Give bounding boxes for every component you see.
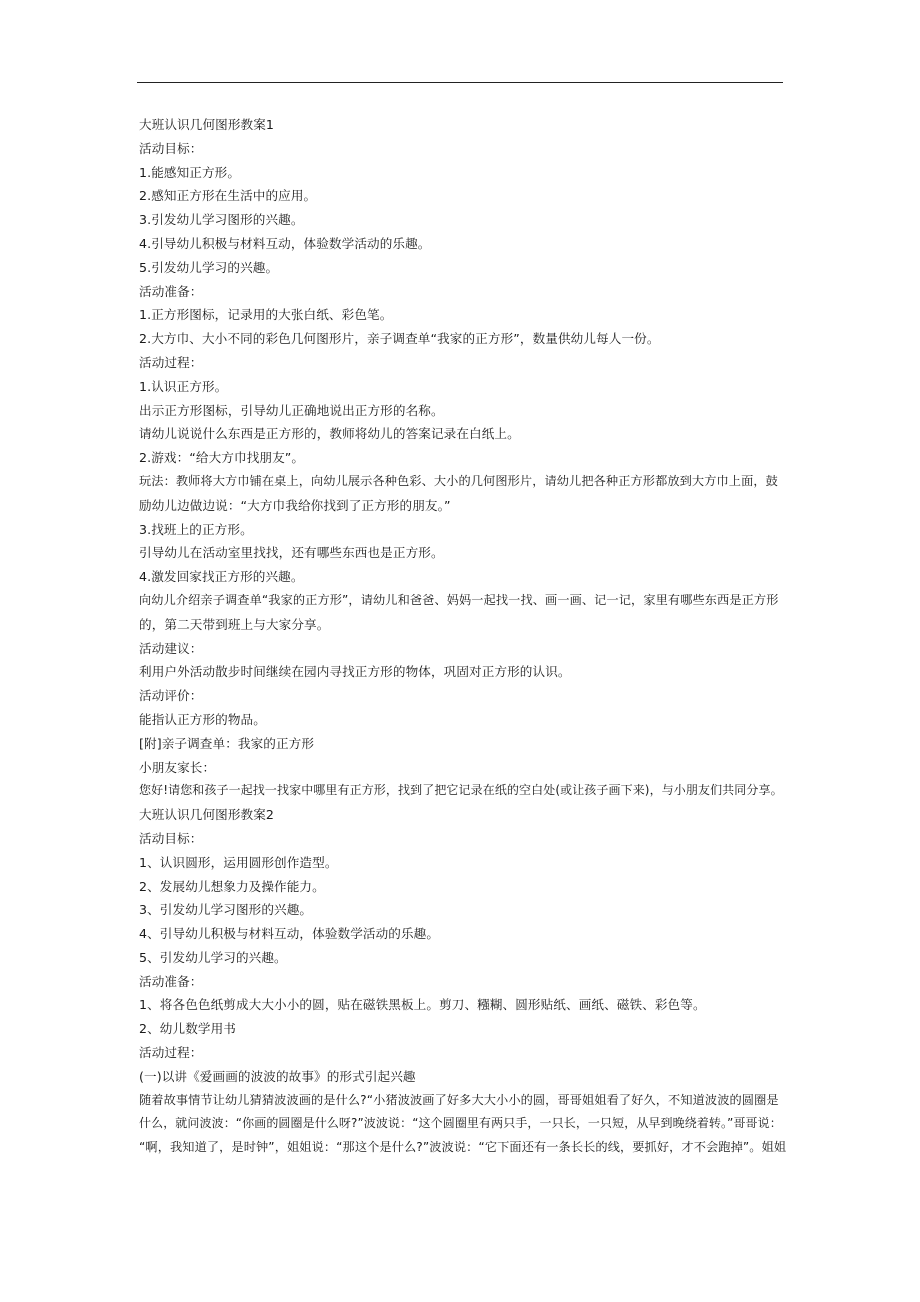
text-line: 的，第二天带到班上与大家分享。 (139, 616, 330, 632)
text-line: 4.引导幼儿积极与材料互动，体验数学活动的乐趣。 (139, 235, 431, 251)
text-line: 活动准备： (139, 973, 203, 989)
text-line: 1、将各色色纸剪成大大小小的圆，贴在磁铁黑板上。剪刀、糨糊、圆形贴纸、画纸、磁铁、彩色等。 (139, 997, 706, 1013)
text-line: 请幼儿说说什么东西是正方形的，教师将幼儿的答案记录在白纸上。 (139, 426, 520, 442)
text-line: 2、幼儿数学用书 (139, 1021, 236, 1037)
text-line: 5.引发幼儿学习的兴趣。 (139, 259, 279, 275)
text-line: 1.认识正方形。 (139, 378, 228, 394)
text-line: 引导幼儿在活动室里找找，还有哪些东西也是正方形。 (139, 545, 444, 561)
text-line: 3.引发幼儿学习图形的兴趣。 (139, 212, 304, 228)
text-line: 您好!请您和孩子一起找一找家中哪里有正方形，找到了把它记录在纸的空白处(或让孩子画下来)，与小朋友们共同分享。 (139, 783, 783, 798)
text-line: 什么，就问波波：“你画的圆圈是什么呀?”波波说：“这个圆圈里有两只手，一只长，一只短，从早到晚绕着转。”哥哥说： (139, 1116, 782, 1131)
text-line: 随着故事情节让幼儿猜猜波波画的是什么?“小猪波波画了好多大大小小的圆，哥哥姐姐看了好久，不知道波波的圆圈是 (139, 1092, 779, 1107)
text-line: 2.感知正方形在生活中的应用。 (139, 188, 317, 204)
text-line: 出示正方形图标，引导幼儿正确地说出正方形的名称。 (139, 402, 444, 418)
text-line: 活动建议： (139, 640, 203, 656)
text-line: 向幼儿介绍亲子调查单“我家的正方形”，请幼儿和爸爸、妈妈一起找一找、画一画、记一记，家里有哪些东西是正方形 (139, 592, 779, 607)
text-line: [附]亲子调查单：我家的正方形 (139, 735, 315, 751)
document-body (139, 113, 787, 1160)
text-line: 1.能感知正方形。 (139, 164, 241, 180)
text-line: (一)以讲《爱画画的波波的故事》的形式引起兴趣 (139, 1068, 416, 1084)
text-line: 活动过程： (139, 1045, 203, 1061)
text-line: 活动过程： (139, 354, 203, 370)
text-line: 励幼儿边做边说：“大方巾我给你找到了正方形的朋友。” (139, 497, 451, 513)
text-line: 利用户外活动散步时间继续在园内寻找正方形的物体，巩固对正方形的认识。 (139, 664, 571, 680)
text-line: 活动目标： (139, 140, 203, 156)
text-line: 活动准备： (139, 283, 203, 299)
text-line: 5、引发幼儿学习的兴趣。 (139, 949, 287, 965)
text-line: 活动目标： (139, 830, 203, 846)
text-line: 2.大方巾、大小不同的彩色几何图形片，亲子调查单“我家的正方形”，数量供幼儿每人一份。 (139, 331, 660, 347)
text-line: 3、引发幼儿学习图形的兴趣。 (139, 902, 313, 918)
text-line: 玩法：教师将大方巾铺在桌上，向幼儿展示各种色彩、大小的几何图形片，请幼儿把各种正方形都放到大方巾上面，鼓 (139, 473, 778, 488)
text-line: 2、发展幼儿想象力及操作能力。 (139, 878, 325, 894)
text-line: 1.正方形图标，记录用的大张白纸、彩色笔。 (139, 307, 393, 323)
text-line: 活动评价： (139, 688, 203, 704)
text-line: 小朋友家长： (139, 759, 216, 775)
text-line: 大班认识几何图形教案2 (139, 807, 275, 823)
header-rule (137, 82, 783, 83)
text-line: 3.找班上的正方形。 (139, 521, 253, 537)
text-line: “啊，我知道了，是时钟”，姐姐说：“那这个是什么?”波波说：“它下面还有一条长长的线，要抓好，才不会跑掉”。姐姐 (139, 1140, 787, 1155)
text-line: 4、引导幼儿积极与材料互动，体验数学活动的乐趣。 (139, 926, 440, 942)
text-line: 能指认正方形的物品。 (139, 711, 266, 727)
text-line: 大班认识几何图形教案1 (139, 117, 275, 132)
text-line: 2.游戏：“给大方巾找朋友”。 (139, 450, 305, 466)
text-line: 4.激发回家找正方形的兴趣。 (139, 569, 304, 585)
text-line: 1、认识圆形，运用圆形创作造型。 (139, 854, 338, 870)
